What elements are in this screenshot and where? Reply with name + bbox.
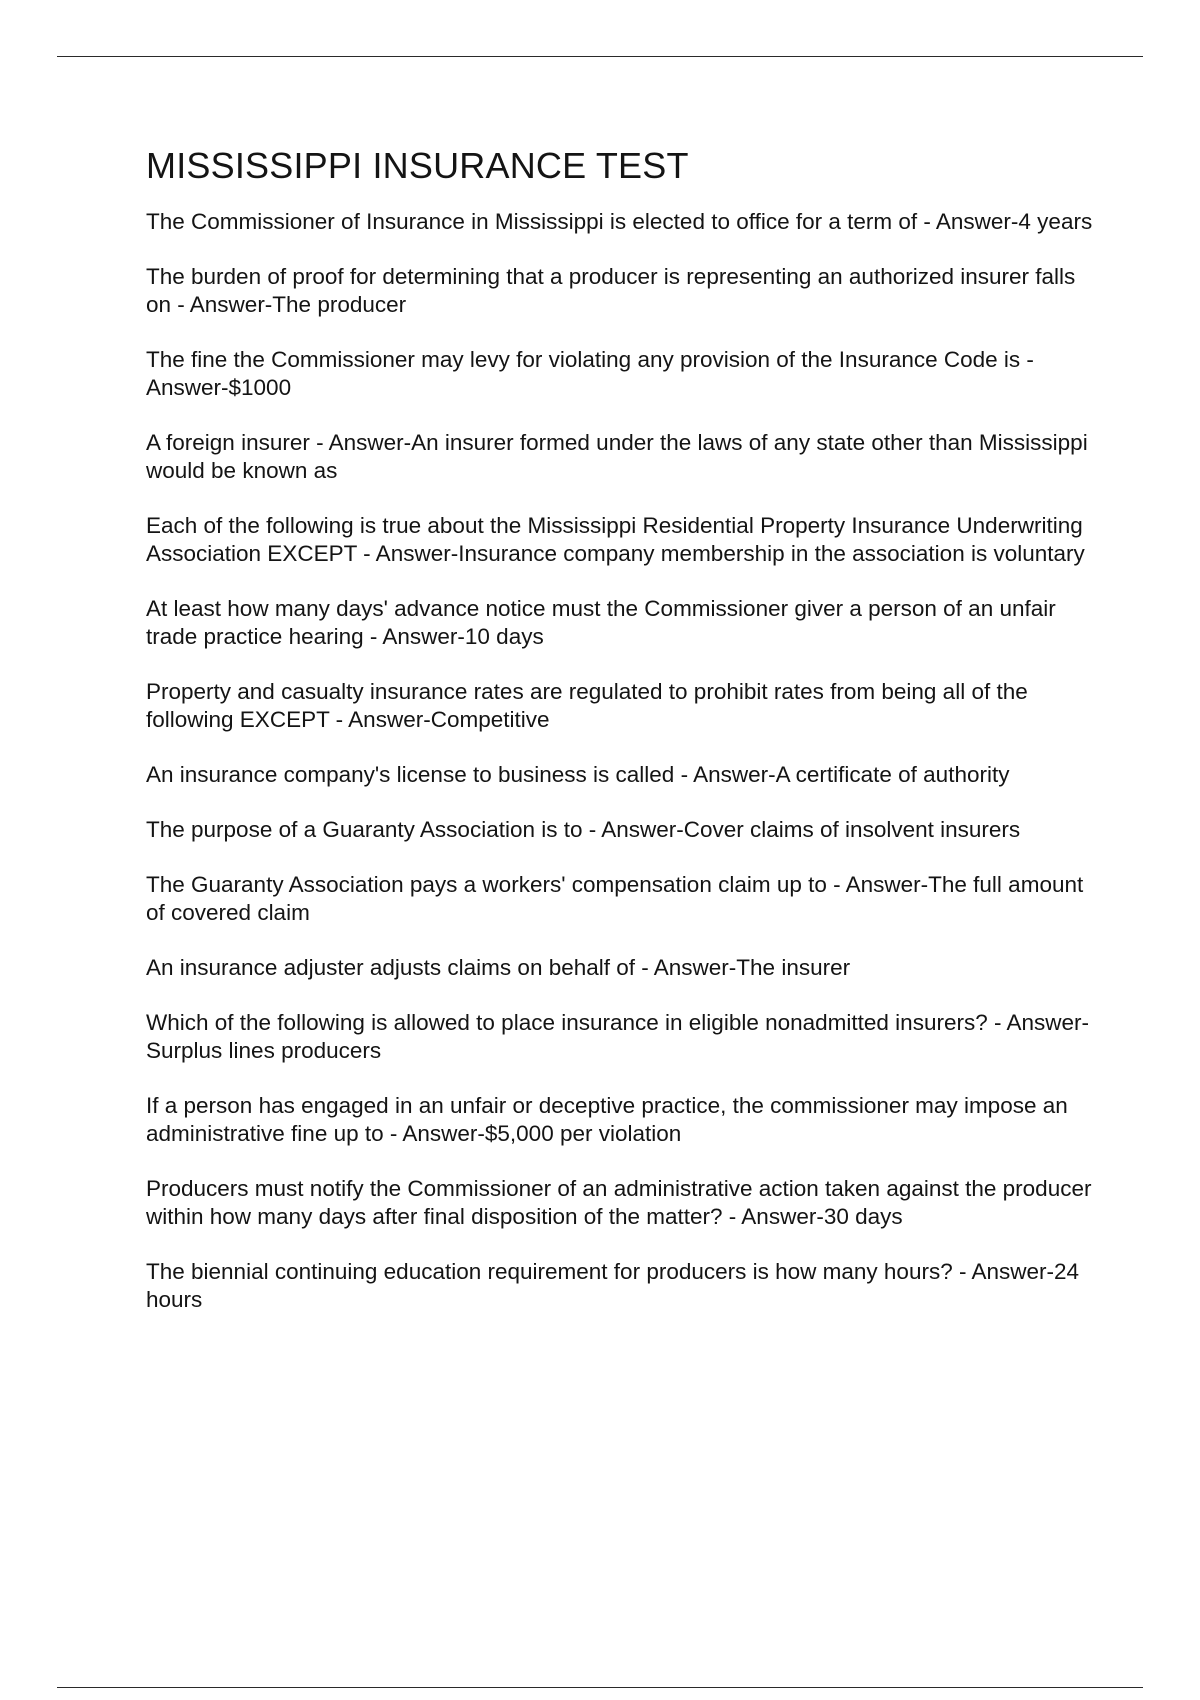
qa-item: An insurance adjuster adjusts claims on behalf of - Answer-The insurer [146, 955, 851, 980]
qa-item: If a person has engaged in an unfair or deceptive practice, the commissioner may impose an administrative fine up to - Answer-$5,000 per violation [146, 1093, 1068, 1146]
qa-item: The Guaranty Association pays a workers' compensation claim up to - Answer-The full amount of covered claim [146, 872, 1084, 925]
qa-list [146, 208, 1096, 1314]
qa-item: The Commissioner of Insurance in Mississippi is elected to office for a term of - Answer-4 years [146, 209, 1093, 234]
qa-item: Which of the following is allowed to place insurance in eligible nonadmitted insurers? - Answer-Surplus lines producers [146, 1010, 1089, 1063]
qa-item: The fine the Commissioner may levy for violating any provision of the Insurance Code is - Answer-$1000 [146, 347, 1034, 400]
qa-item: A foreign insurer - Answer-An insurer formed under the laws of any state other than Mississippi would be known as [146, 430, 1088, 483]
qa-item: Producers must notify the Commissioner of an administrative action taken against the producer within how many days after final disposition of the matter? - Answer-30 days [146, 1176, 1092, 1229]
document-body [146, 140, 1096, 1341]
qa-item: Each of the following is true about the Mississippi Residential Property Insurance Underwriting Association EXCEPT - Answer-Insurance company membership in the association is voluntary [146, 513, 1085, 566]
qa-item: An insurance company's license to business is called - Answer-A certificate of authority [146, 762, 1010, 787]
qa-item: At least how many days' advance notice must the Commissioner giver a person of an unfair trade practice hearing - Answer-10 days [146, 596, 1056, 649]
top-rule [57, 56, 1143, 57]
document-title: MISSISSIPPI INSURANCE TEST [146, 145, 689, 186]
qa-item: The purpose of a Guaranty Association is to - Answer-Cover claims of insolvent insurers [146, 817, 1021, 842]
qa-item: The biennial continuing education requirement for producers is how many hours? - Answer-24 hours [146, 1259, 1080, 1312]
qa-item: The burden of proof for determining that a producer is representing an authorized insurer falls on - Answer-The producer [146, 264, 1076, 317]
bottom-rule [57, 1687, 1143, 1688]
qa-item: Property and casualty insurance rates are regulated to prohibit rates from being all of the following EXCEPT - Answer-Competitive [146, 679, 1028, 732]
